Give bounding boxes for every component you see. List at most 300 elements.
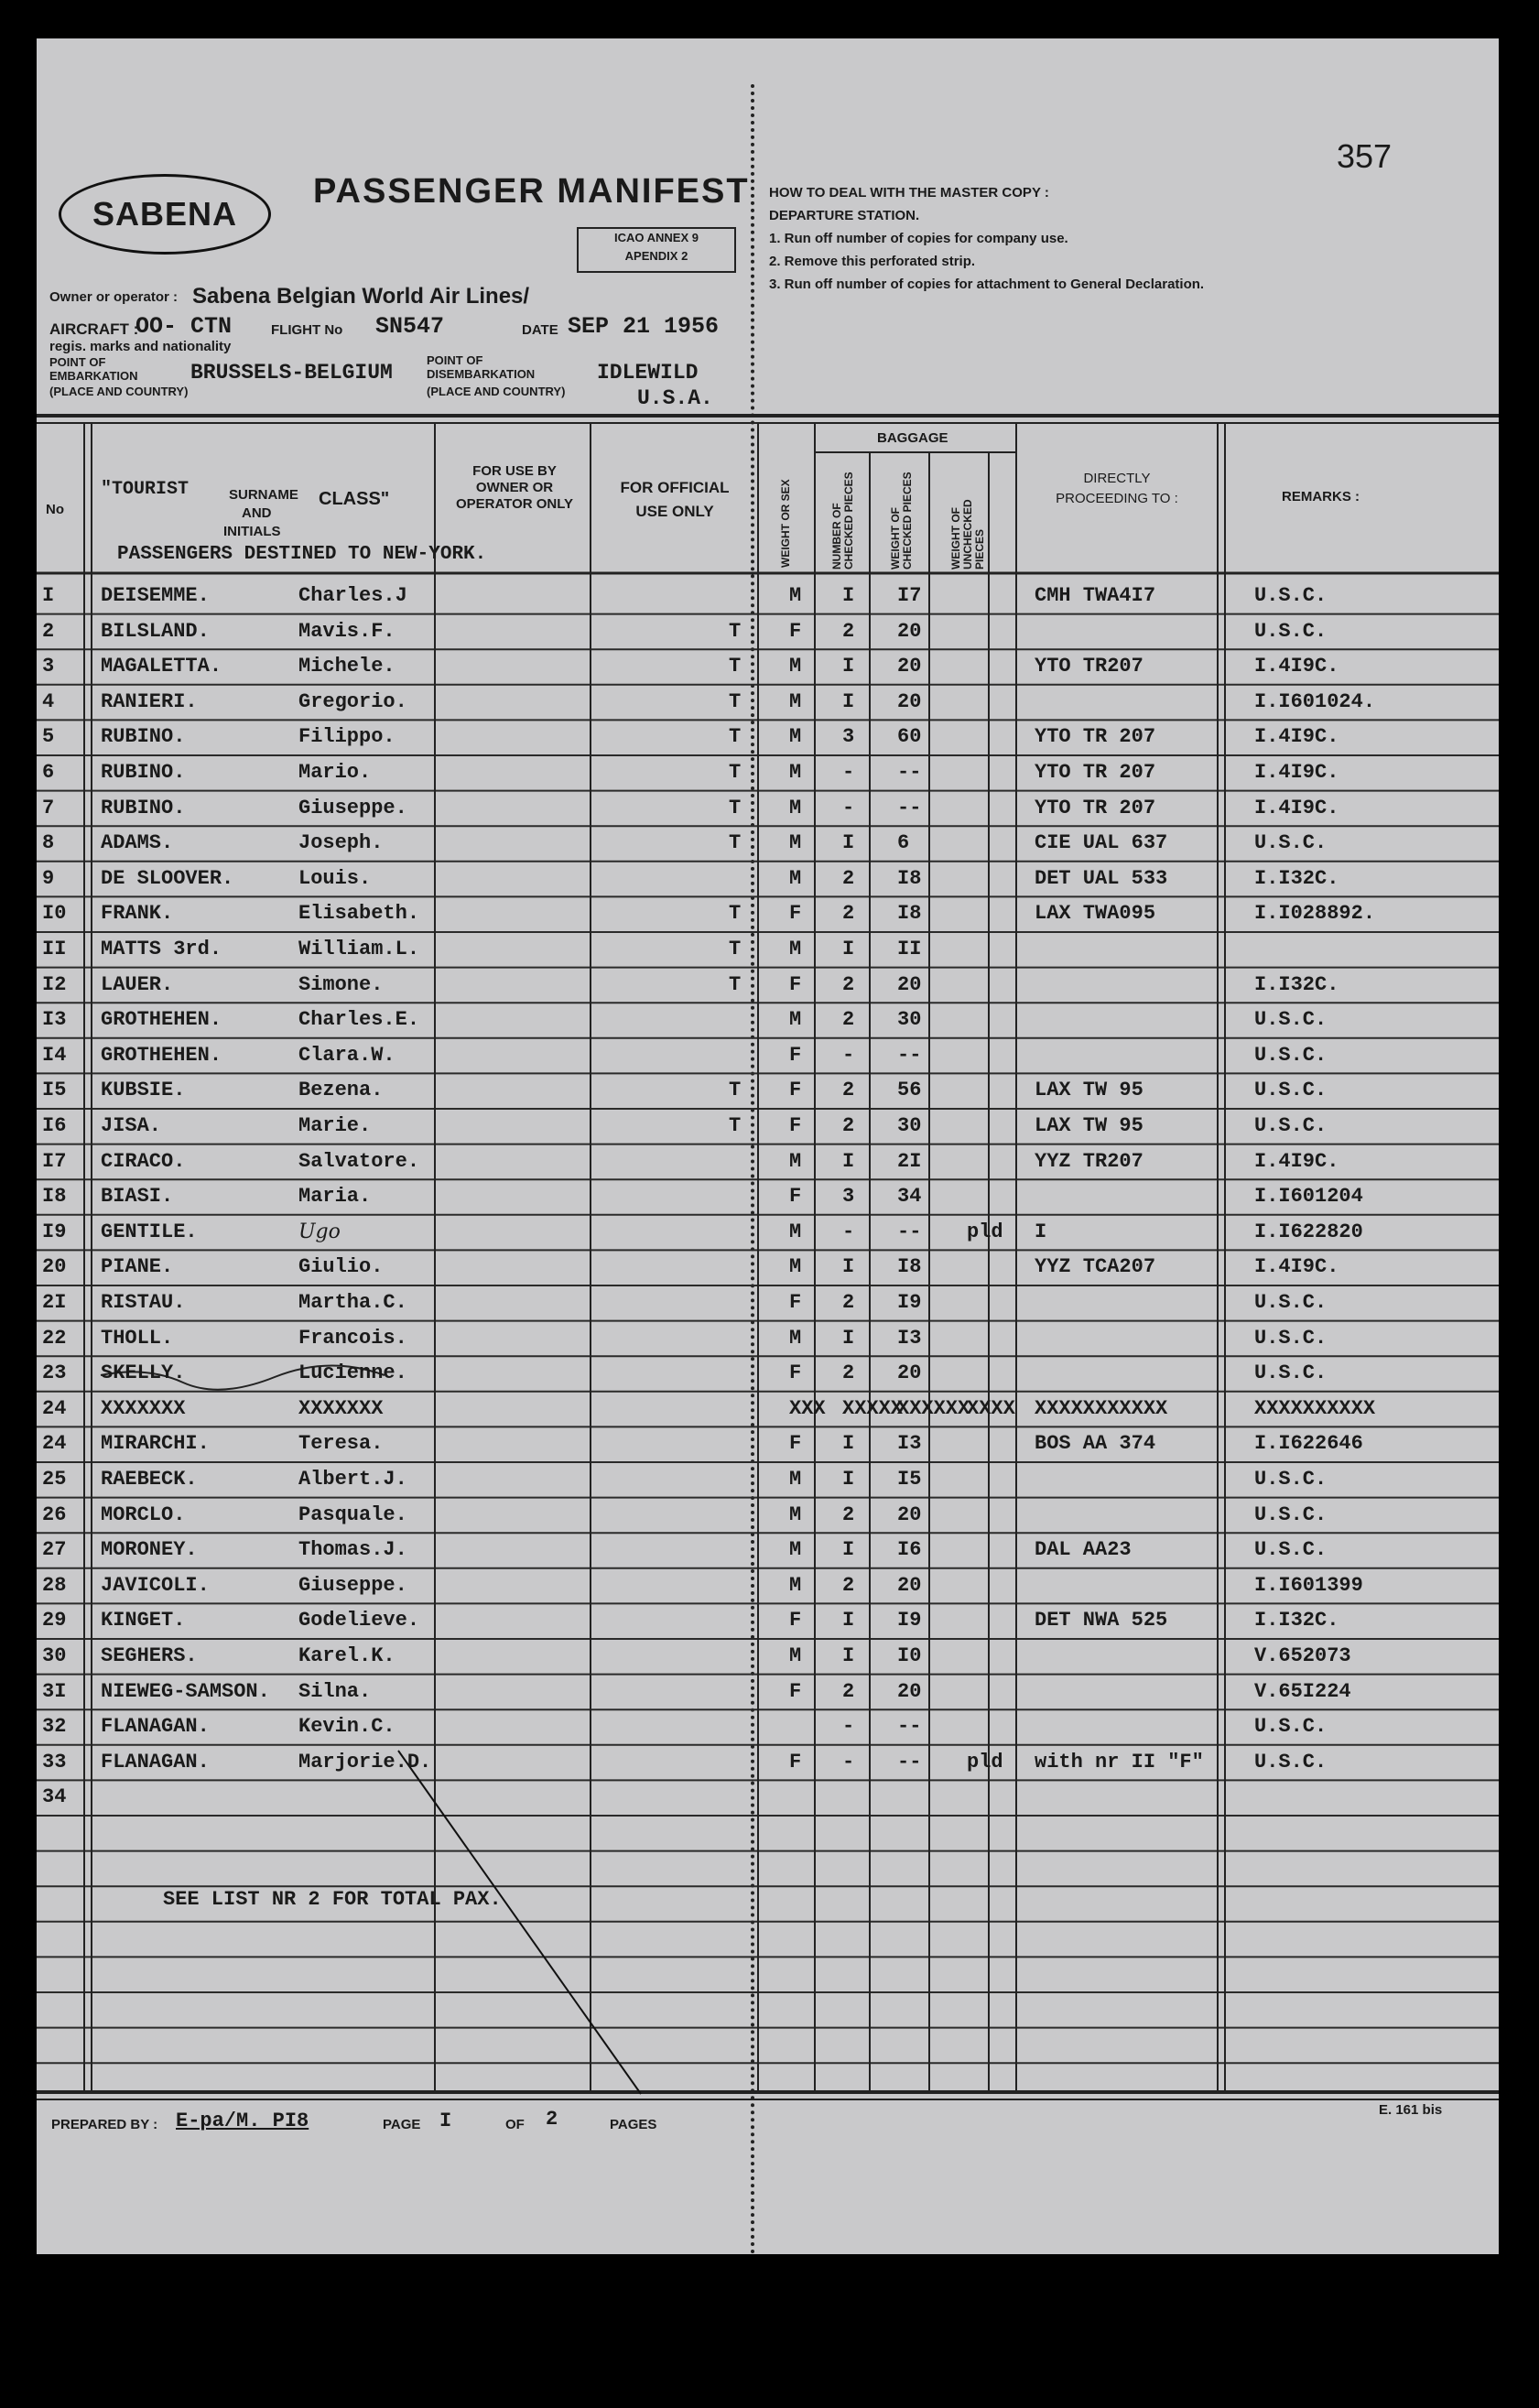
cell-t: T	[729, 619, 742, 643]
cell-wt: 30	[897, 1008, 922, 1032]
cell-pcs: 2	[842, 866, 855, 890]
cell-remarks: I.4I9C.	[1254, 655, 1339, 678]
cell-sex: F	[789, 1291, 802, 1314]
cell-pcs: 2	[842, 1291, 855, 1314]
cell-surname: SKELLY.	[101, 1361, 186, 1385]
cell-given: Lucienne.	[298, 1361, 407, 1385]
table-row	[37, 1780, 1499, 1815]
cell-wt: 6	[897, 831, 910, 855]
cell-sex: M	[789, 1502, 802, 1526]
table-row	[37, 1392, 1499, 1426]
cell-sex: M	[789, 584, 802, 607]
cell-wt: 34	[897, 1185, 922, 1209]
table-row	[37, 1462, 1499, 1497]
cell-no: I7	[42, 1149, 67, 1173]
cell-no: 2I	[42, 1291, 67, 1314]
cell-t: T	[729, 689, 742, 713]
cell-pcs: -	[842, 796, 855, 819]
cell-wt: 20	[897, 1502, 922, 1526]
annex-line: ICAO ANNEX 9	[614, 231, 699, 244]
cell-surname: RUBINO.	[101, 761, 186, 784]
cell-sex: M	[789, 689, 802, 713]
cell-surname: BILSLAND.	[101, 619, 210, 643]
cell-surname: BIASI.	[101, 1185, 174, 1209]
cell-given: Ugo	[298, 1220, 341, 1243]
cell-dest: DET NWA 525	[1035, 1609, 1168, 1632]
cell-wt: --	[897, 1220, 922, 1243]
cell-pcs: 2	[842, 1008, 855, 1032]
cell-given: Charles.J	[298, 584, 407, 607]
cell-pcs: 2	[842, 972, 855, 996]
cell-given: Clara.W.	[298, 1043, 396, 1067]
col-official-use: FOR OFFICIAL USE ONLY	[620, 479, 730, 520]
cell-pcs: I	[842, 584, 855, 607]
cell-sex: M	[789, 1149, 802, 1173]
cell-sex: M	[789, 938, 802, 960]
cell-sex: M	[789, 1573, 802, 1597]
cell-t: T	[729, 902, 742, 926]
annex-line: APENDIX 2	[624, 249, 688, 263]
cell-sex: M	[789, 1255, 802, 1279]
col-owner-use: FOR USE BY OWNER OR OPERATOR ONLY	[455, 463, 574, 512]
cell-pcs: 2	[842, 619, 855, 643]
cell-given: William.L.	[298, 938, 420, 960]
cell-t: T	[729, 796, 742, 819]
table-row	[37, 1675, 1499, 1709]
cell-sex: M	[789, 1468, 802, 1491]
col-name-and: AND	[242, 505, 272, 521]
table-row	[37, 685, 1499, 720]
cell-no: 33	[42, 1750, 67, 1773]
disembark-value: IDLEWILD	[597, 361, 699, 385]
table-row	[37, 1603, 1499, 1638]
cell-given: Albert.J.	[298, 1468, 407, 1491]
date-label: DATE	[522, 322, 558, 338]
page-value: I	[439, 2110, 452, 2132]
table-row	[37, 1144, 1499, 1179]
cell-given: Simone.	[298, 972, 384, 996]
cell-no: I8	[42, 1185, 67, 1209]
cell-wt: 20	[897, 619, 922, 643]
col-weight-checked: WEIGHT OF CHECKED PIECES	[889, 472, 914, 569]
cell-pcs: -	[842, 1750, 855, 1773]
cell-sex: F	[789, 1114, 802, 1137]
cell-dest: BOS AA 374	[1035, 1432, 1156, 1456]
table-row	[37, 1179, 1499, 1214]
cell-pcs: I	[842, 831, 855, 855]
cell-no: 32	[42, 1715, 67, 1739]
embark-label: POINT OF EMBARKATION	[49, 355, 138, 383]
col-baggage: BAGGAGE	[877, 430, 948, 446]
cell-no: 5	[42, 725, 55, 749]
cell-dest: with nr II "F"	[1035, 1750, 1204, 1773]
cell-pcs: 2	[842, 902, 855, 926]
table-row	[37, 791, 1499, 826]
cell-sex: F	[789, 1361, 802, 1385]
cell-given: XXXXXXX	[298, 1396, 384, 1420]
instructions-heading: HOW TO DEAL WITH THE MASTER COPY :	[769, 185, 1049, 201]
cell-surname: JAVICOLI.	[101, 1573, 210, 1597]
cell-pcs: I	[842, 1644, 855, 1667]
cell-dest: CMH TWA4I7	[1035, 584, 1156, 607]
cell-remarks: U.S.C.	[1254, 831, 1328, 855]
cell-remarks: I.I601399	[1254, 1573, 1363, 1597]
cell-remarks: U.S.C.	[1254, 1008, 1328, 1032]
cell-remarks: I.I622646	[1254, 1432, 1363, 1456]
sabena-logo: SABENA	[59, 174, 271, 255]
cell-given: Giuseppe.	[298, 1573, 407, 1597]
flight-value: SN547	[375, 313, 445, 340]
manifest-sheet	[37, 38, 1499, 2254]
cell-given: Karel.K.	[298, 1644, 396, 1667]
cell-wt: 20	[897, 1361, 922, 1385]
cell-remarks: U.S.C.	[1254, 1750, 1328, 1773]
of-value: 2	[546, 2108, 558, 2131]
cell-given: Salvatore.	[298, 1149, 420, 1173]
cell-surname: GENTILE.	[101, 1220, 198, 1243]
see-list-note: SEE LIST NR 2 FOR TOTAL PAX.	[163, 1888, 502, 1911]
cell-wt: I9	[897, 1609, 922, 1632]
table-row	[37, 1285, 1499, 1320]
cell-sex: F	[789, 972, 802, 996]
cell-no: 29	[42, 1609, 67, 1632]
cell-surname: THOLL.	[101, 1326, 174, 1350]
cell-given: Silna.	[298, 1679, 372, 1703]
cell-given: Marjorie.D.	[298, 1750, 432, 1773]
cell-remarks: U.S.C.	[1254, 619, 1328, 643]
table-row	[37, 1498, 1499, 1533]
cell-remarks: U.S.C.	[1254, 1043, 1328, 1067]
cell-surname: RISTAU.	[101, 1291, 186, 1314]
cell-sex: M	[789, 655, 802, 678]
cell-no: I6	[42, 1114, 67, 1137]
cell-given: Marie.	[298, 1114, 372, 1137]
form-code: E. 161 bis	[1379, 2102, 1443, 2118]
cell-dest: YYZ TCA207	[1035, 1255, 1156, 1279]
cell-pcs: I	[842, 655, 855, 678]
table-row	[37, 579, 1499, 613]
cell-pcs: I	[842, 1538, 855, 1562]
table-row	[37, 1250, 1499, 1285]
col-proceeding: DIRECTLY PROCEEDING TO :	[1056, 471, 1178, 506]
cell-sex: M	[789, 1326, 802, 1350]
cell-pcs: 2	[842, 1114, 855, 1137]
prepared-label: PREPARED BY :	[51, 2117, 158, 2132]
table-row	[37, 826, 1499, 861]
cell-surname: DEISEMME.	[101, 584, 210, 607]
cell-wt: --	[897, 761, 922, 784]
cell-sex: M	[789, 866, 802, 890]
cell-given: Charles.E.	[298, 1008, 420, 1032]
cell-no: 2	[42, 619, 55, 643]
cell-unchk: pld	[967, 1750, 1003, 1773]
cell-surname: DE SLOOVER.	[101, 866, 234, 890]
cell-remarks: I.I32C.	[1254, 866, 1339, 890]
cell-remarks: U.S.C.	[1254, 584, 1328, 607]
cell-pcs: I	[842, 938, 855, 960]
cell-no: 30	[42, 1644, 67, 1667]
cell-given: Louis.	[298, 866, 372, 890]
cell-unchk: XXXX	[967, 1396, 1015, 1420]
table-row	[37, 1038, 1499, 1073]
cell-remarks: U.S.C.	[1254, 1538, 1328, 1562]
page-title: PASSENGER MANIFEST	[313, 172, 750, 211]
cell-dest: I	[1035, 1220, 1047, 1243]
table-row	[37, 862, 1499, 896]
cell-wt: XXXXXX	[897, 1396, 970, 1420]
cell-wt: --	[897, 1715, 922, 1739]
cell-wt: 20	[897, 972, 922, 996]
cell-wt: I3	[897, 1326, 922, 1350]
cell-remarks: I.I601204	[1254, 1185, 1363, 1209]
cell-given: Gregorio.	[298, 689, 407, 713]
cell-pcs: I	[842, 689, 855, 713]
cell-surname: FRANK.	[101, 902, 174, 926]
disembark-country: U.S.A.	[637, 386, 713, 410]
table-row	[37, 1003, 1499, 1037]
col-destined: PASSENGERS DESTINED TO NEW-YORK.	[117, 544, 487, 565]
cell-given: Mavis.F.	[298, 619, 396, 643]
cell-no: 8	[42, 831, 55, 855]
cell-no: 3	[42, 655, 55, 678]
cell-no: 6	[42, 761, 55, 784]
cell-no: I9	[42, 1220, 67, 1243]
table-row	[37, 649, 1499, 684]
embark-sub: (PLACE AND COUNTRY)	[49, 385, 189, 398]
cell-wt: 2I	[897, 1149, 922, 1173]
col-remarks: REMARKS :	[1282, 489, 1360, 504]
cell-t: T	[729, 938, 742, 960]
cell-t: T	[729, 725, 742, 749]
cell-pcs: I	[842, 1432, 855, 1456]
cell-surname: GROTHEHEN.	[101, 1043, 222, 1067]
cell-t: T	[729, 1114, 742, 1137]
table-row	[37, 1073, 1499, 1108]
cell-sex: M	[789, 761, 802, 784]
instruction-step: 1. Run off number of copies for company use.	[769, 231, 1068, 246]
table-row	[37, 932, 1499, 967]
cell-remarks: I.4I9C.	[1254, 761, 1339, 784]
instructions-station: DEPARTURE STATION.	[769, 208, 920, 223]
cell-surname: MATTS 3rd.	[101, 938, 222, 960]
aircraft-sub: regis. marks and nationality	[49, 339, 232, 354]
cell-remarks: U.S.C.	[1254, 1502, 1328, 1526]
cell-no: 3I	[42, 1679, 67, 1703]
cell-given: Joseph.	[298, 831, 384, 855]
cell-dest: YTO TR207	[1035, 655, 1143, 678]
table-row	[37, 720, 1499, 754]
cell-sex: M	[789, 831, 802, 855]
cell-pcs: 2	[842, 1361, 855, 1385]
table-row	[37, 614, 1499, 649]
cell-given: Filippo.	[298, 725, 396, 749]
cell-sex: M	[789, 1008, 802, 1032]
col-name-initials: INITIALS	[223, 524, 281, 539]
cell-given: Pasquale.	[298, 1502, 407, 1526]
cell-surname: GROTHEHEN.	[101, 1008, 222, 1032]
instruction-step: 2. Remove this perforated strip.	[769, 254, 976, 269]
cell-sex: F	[789, 1679, 802, 1703]
cell-no: 24	[42, 1432, 67, 1456]
cell-surname: XXXXXXX	[101, 1396, 186, 1420]
col-class: CLASS"	[319, 489, 390, 509]
cell-surname: MAGALETTA.	[101, 655, 222, 678]
cell-remarks: I.I32C.	[1254, 1609, 1339, 1632]
cell-sex: XXX	[789, 1396, 826, 1420]
cell-remarks: I.I622820	[1254, 1220, 1363, 1243]
cell-remarks: U.S.C.	[1254, 1114, 1328, 1137]
cell-wt: --	[897, 796, 922, 819]
table-row	[37, 1321, 1499, 1356]
cell-wt: 20	[897, 1679, 922, 1703]
cell-remarks: U.S.C.	[1254, 1079, 1328, 1102]
cell-surname: RANIERI.	[101, 689, 198, 713]
cell-sex: F	[789, 1432, 802, 1456]
col-no: No	[46, 502, 64, 517]
cell-dest: DAL AA23	[1035, 1538, 1132, 1562]
cell-pcs: 2	[842, 1079, 855, 1102]
prepared-value: E-pa/M. PI8	[176, 2110, 309, 2132]
cell-no: I5	[42, 1079, 67, 1102]
cell-no: 34	[42, 1785, 67, 1809]
cell-remarks: I.I028892.	[1254, 902, 1376, 926]
cell-wt: 20	[897, 689, 922, 713]
cell-surname: LAUER.	[101, 972, 174, 996]
cell-remarks: U.S.C.	[1254, 1361, 1328, 1385]
table-row	[37, 755, 1499, 790]
cell-dest: YTO TR 207	[1035, 761, 1156, 784]
cell-wt: II	[897, 938, 922, 960]
cell-wt: --	[897, 1750, 922, 1773]
cell-surname: JISA.	[101, 1114, 162, 1137]
cell-pcs: I	[842, 1149, 855, 1173]
cell-wt: 20	[897, 655, 922, 678]
cell-no: I0	[42, 902, 67, 926]
table-row	[37, 1109, 1499, 1144]
cell-sex: M	[789, 725, 802, 749]
cell-given: Giuseppe.	[298, 796, 407, 819]
cell-dest: YTO TR 207	[1035, 725, 1156, 749]
cell-no: 27	[42, 1538, 67, 1562]
cell-sex: M	[789, 1538, 802, 1562]
cell-pcs: 2	[842, 1573, 855, 1597]
cell-remarks: U.S.C.	[1254, 1326, 1328, 1350]
cell-no: I4	[42, 1043, 67, 1067]
disembark-sub: (PLACE AND COUNTRY)	[427, 385, 566, 398]
cell-no: 22	[42, 1326, 67, 1350]
cell-wt: I9	[897, 1291, 922, 1314]
cell-no: 9	[42, 866, 55, 890]
cell-remarks: U.S.C.	[1254, 1468, 1328, 1491]
cell-no: 26	[42, 1502, 67, 1526]
cell-wt: I6	[897, 1538, 922, 1562]
cell-given: Mario.	[298, 761, 372, 784]
cell-wt: I8	[897, 902, 922, 926]
cell-t: T	[729, 972, 742, 996]
col-weight-sex: WEIGHT OR SEX	[779, 479, 792, 568]
cell-sex: F	[789, 1609, 802, 1632]
cell-sex: M	[789, 796, 802, 819]
table-row	[37, 1356, 1499, 1391]
cell-remarks: U.S.C.	[1254, 1715, 1328, 1739]
cell-t: T	[729, 831, 742, 855]
cell-pcs: I	[842, 1326, 855, 1350]
cell-remarks: I.I601024.	[1254, 689, 1376, 713]
cell-pcs: 3	[842, 1185, 855, 1209]
cell-surname: MORCLO.	[101, 1502, 186, 1526]
cell-remarks: I.4I9C.	[1254, 796, 1339, 819]
of-label: OF	[505, 2117, 525, 2132]
cell-remarks: V.65I224	[1254, 1679, 1351, 1703]
cell-given: Maria.	[298, 1185, 372, 1209]
cell-surname: KINGET.	[101, 1609, 186, 1632]
cell-pcs: 2	[842, 1502, 855, 1526]
owner-value: Sabena Belgian World Air Lines/	[192, 284, 530, 309]
cell-surname: RUBINO.	[101, 796, 186, 819]
cell-wt: 56	[897, 1079, 922, 1102]
table-row	[37, 1709, 1499, 1744]
cell-surname: RUBINO.	[101, 725, 186, 749]
cell-sex: F	[789, 1043, 802, 1067]
cell-sex: F	[789, 1079, 802, 1102]
cell-no: 7	[42, 796, 55, 819]
cell-dest: LAX TW 95	[1035, 1114, 1143, 1137]
cell-given: Francois.	[298, 1326, 407, 1350]
cell-surname: MIRARCHI.	[101, 1432, 210, 1456]
cell-dest: DET UAL 533	[1035, 866, 1168, 890]
cell-remarks: I.I32C.	[1254, 972, 1339, 996]
cell-sex: F	[789, 619, 802, 643]
cell-no: I2	[42, 972, 67, 996]
col-weight-unchecked: WEIGHT OF UNCHECKED PIECES	[949, 499, 986, 569]
cell-given: Giulio.	[298, 1255, 384, 1279]
table-row	[37, 1568, 1499, 1603]
cell-sex: F	[789, 1185, 802, 1209]
cell-t: T	[729, 655, 742, 678]
pages-label: PAGES	[610, 2117, 657, 2132]
cell-wt: I5	[897, 1468, 922, 1491]
cell-pcs: I	[842, 1468, 855, 1491]
table-row	[37, 1533, 1499, 1567]
aircraft-label: AIRCRAFT :	[49, 320, 139, 338]
cell-wt: I0	[897, 1644, 922, 1667]
cell-dest: XXXXXXXXXXX	[1035, 1396, 1168, 1420]
cell-surname: RAEBECK.	[101, 1468, 198, 1491]
cell-sex: F	[789, 1750, 802, 1773]
cell-dest: CIE UAL 637	[1035, 831, 1168, 855]
cell-remarks: I.4I9C.	[1254, 725, 1339, 749]
cell-wt: I8	[897, 1255, 922, 1279]
table-row	[37, 1426, 1499, 1461]
cell-given: Elisabeth.	[298, 902, 420, 926]
cell-pcs: I	[842, 1609, 855, 1632]
cell-remarks: U.S.C.	[1254, 1291, 1328, 1314]
page-label: PAGE	[383, 2117, 421, 2132]
cell-t: T	[729, 1079, 742, 1102]
table-row	[37, 1745, 1499, 1780]
cell-surname: FLANAGAN.	[101, 1750, 210, 1773]
cell-dest: YYZ TR207	[1035, 1149, 1143, 1173]
cell-wt: 20	[897, 1573, 922, 1597]
cell-surname: KUBSIE.	[101, 1079, 186, 1102]
embark-value: BRUSSELS-BELGIUM	[190, 361, 393, 385]
cell-no: 23	[42, 1361, 67, 1385]
aircraft-value: OO- CTN	[135, 313, 233, 340]
table-row	[37, 1639, 1499, 1674]
cell-dest: YTO TR 207	[1035, 796, 1156, 819]
cell-given: Bezena.	[298, 1079, 384, 1102]
cell-pcs: 2	[842, 1679, 855, 1703]
